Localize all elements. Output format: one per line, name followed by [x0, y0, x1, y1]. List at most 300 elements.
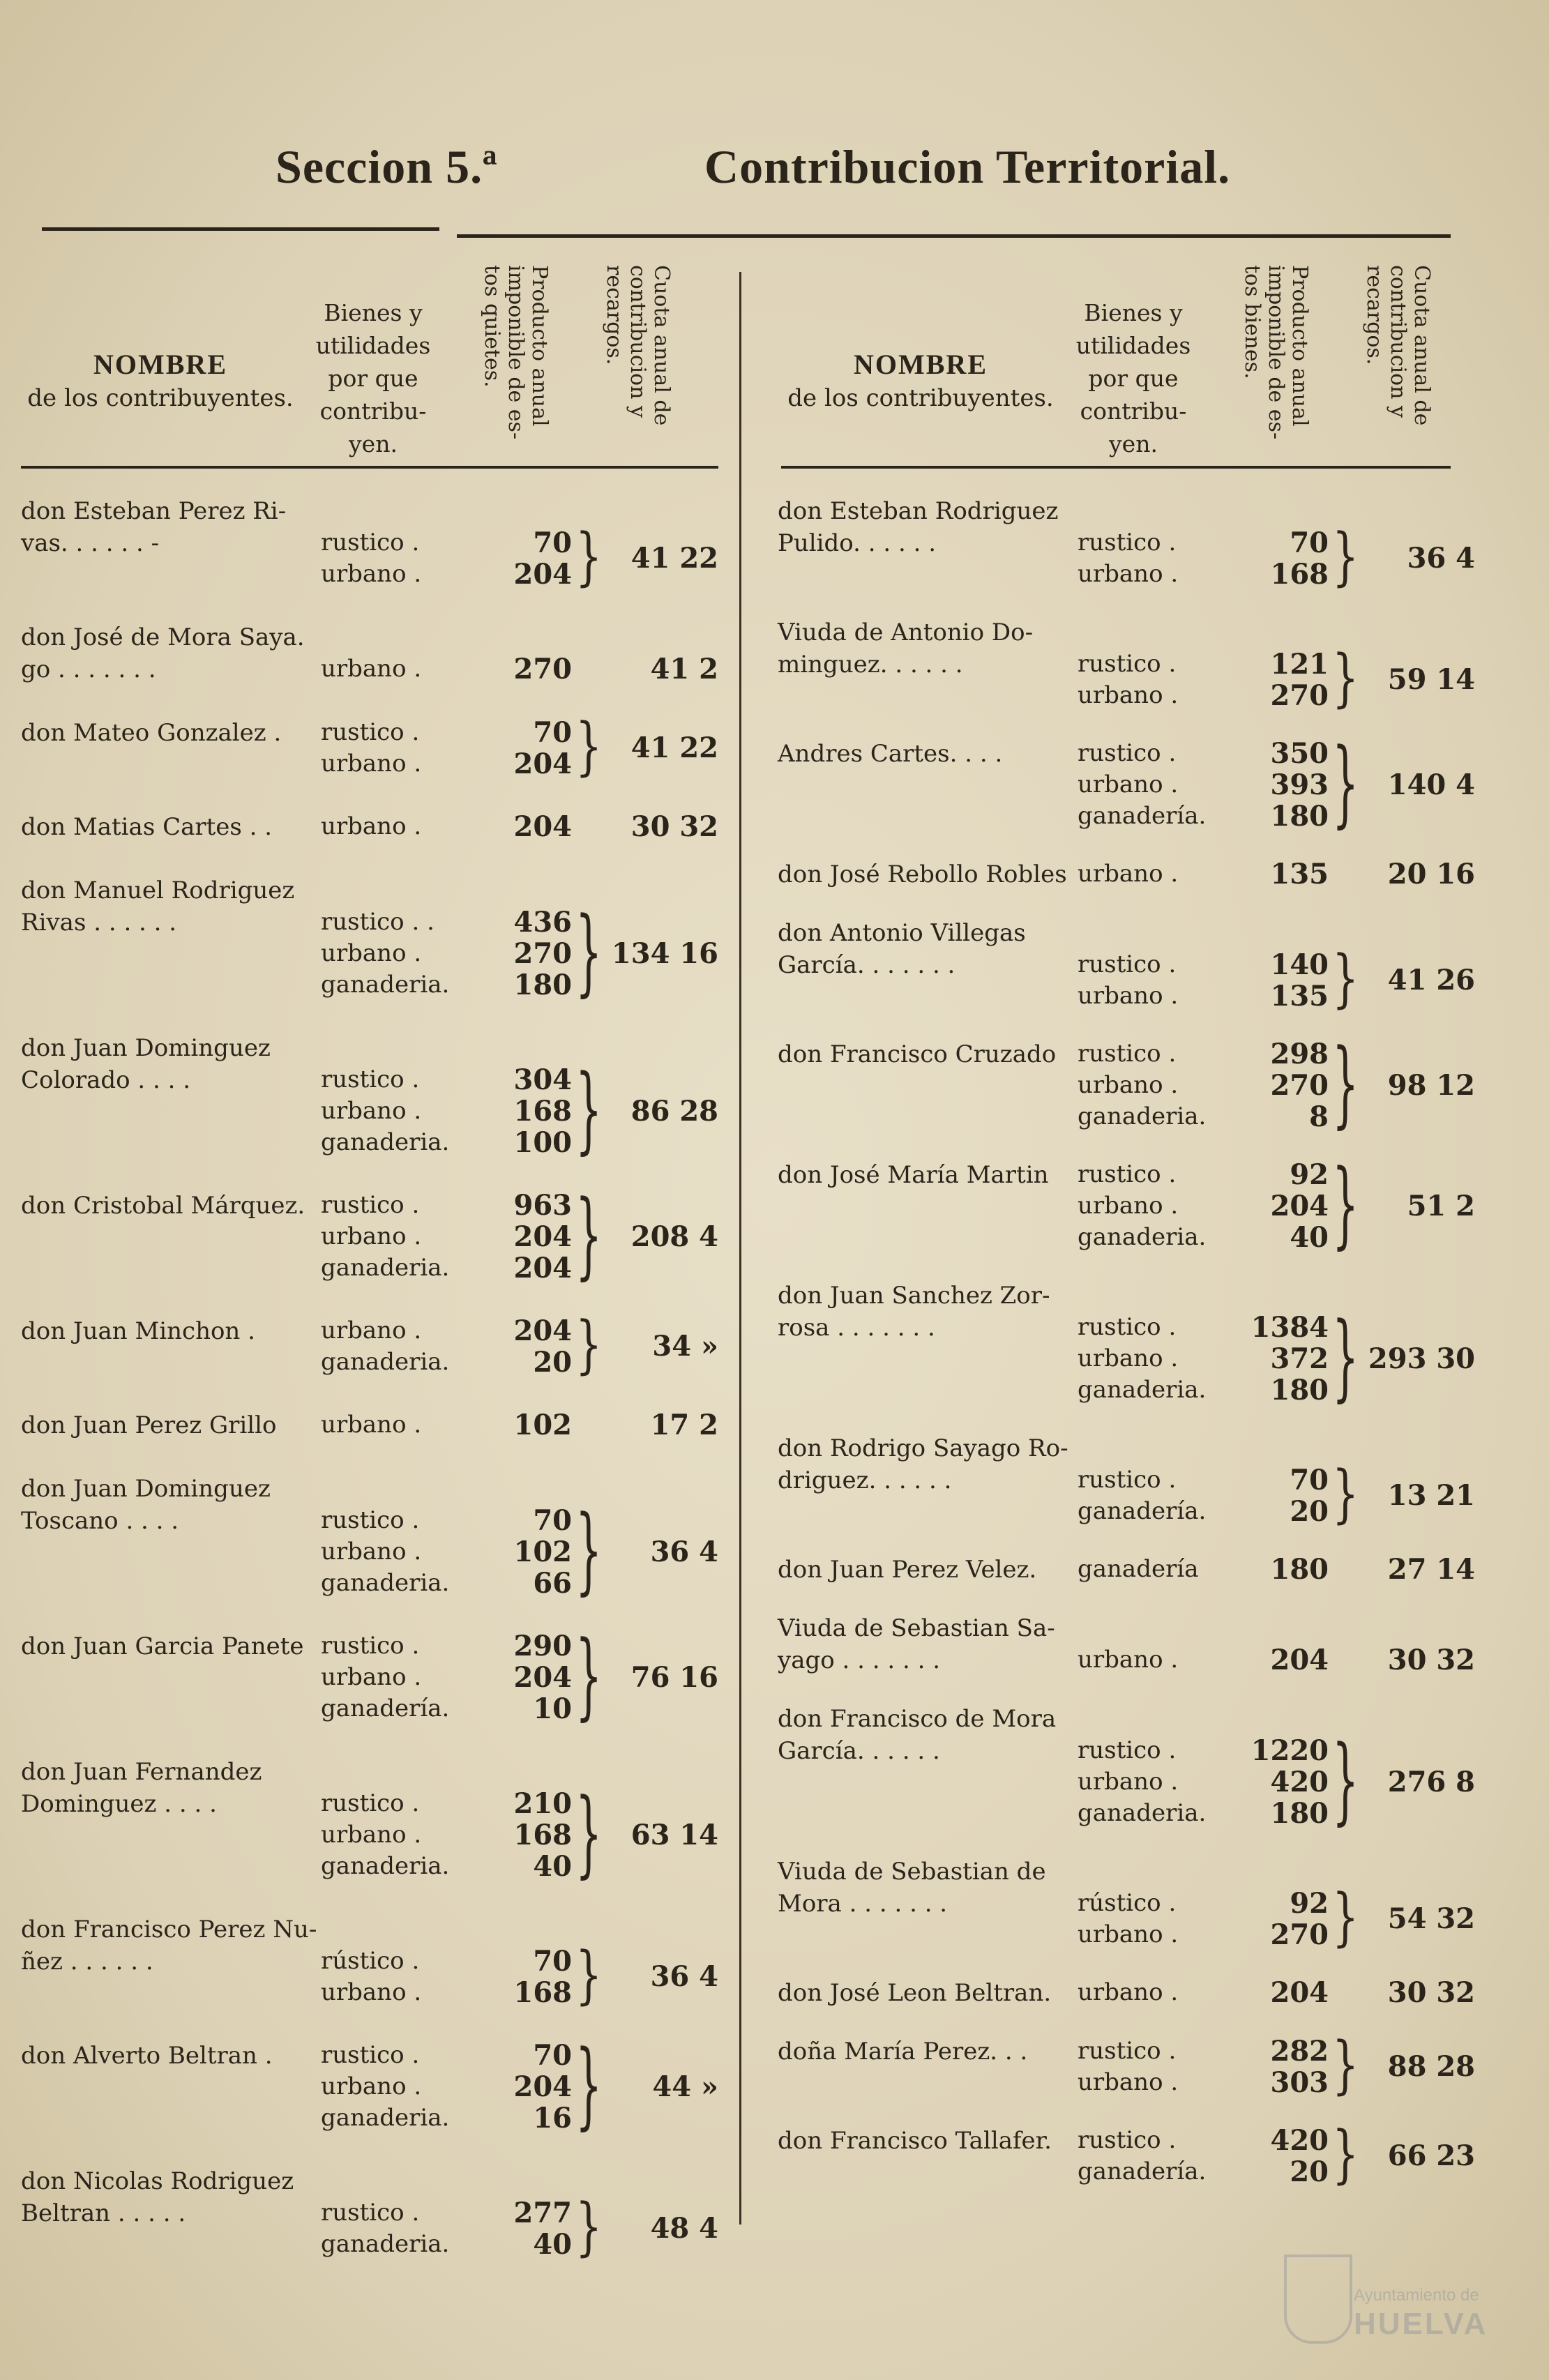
product-value: 8 [1309, 1100, 1329, 1133]
taxpayer-name [21, 1315, 255, 1347]
left-producto-header: Producto anual imponible de es- tos quietes. [480, 265, 552, 440]
brace-mark: } [1332, 728, 1359, 839]
product-values [1224, 949, 1329, 1012]
property-kinds [1078, 1038, 1206, 1132]
taxpayer-entry [778, 1432, 1489, 1531]
product-value: 270 [513, 653, 572, 685]
property-kind: rustico . [321, 1632, 420, 1660]
property-kind: ganaderia. [321, 1569, 450, 1597]
name-line: don Alverto Beltran . [21, 2042, 273, 2070]
watermark-line2: HUELVA [1354, 2307, 1488, 2341]
taxpayer-entry [778, 1149, 1489, 1260]
property-kind: urbano . [1078, 560, 1179, 588]
product-value: 420 [1270, 1766, 1329, 1798]
product-value: 180 [1270, 1553, 1329, 1586]
product-value: 204 [1270, 1976, 1329, 2009]
property-kind: urbano . [321, 750, 422, 778]
name-line: don José María Martin [778, 1161, 1049, 1189]
property-kind: rustico . [1078, 1466, 1177, 1494]
property-kinds [321, 2040, 449, 2134]
product-value: 70 [1290, 1464, 1329, 1496]
product-value: 121 [1270, 648, 1329, 681]
product-value: 282 [1270, 2035, 1329, 2068]
taxpayer-name [778, 917, 1026, 981]
property-kind: rustico . [1078, 739, 1177, 767]
product-values [467, 527, 572, 590]
property-kinds [1078, 1888, 1178, 1950]
taxpayer-name [21, 1032, 271, 1096]
brace-mark: } [575, 1180, 603, 1291]
annual-quota: 44 » [652, 2070, 718, 2103]
name-line: don Juan Minchon . [21, 1317, 255, 1345]
taxpayer-entry [21, 495, 732, 594]
annual-quota: 276 8 [1387, 1765, 1475, 1798]
taxpayer-entry [778, 2029, 1489, 2102]
property-kind: rustico . [321, 1191, 420, 1219]
product-value: 135 [1270, 858, 1329, 890]
archive-watermark [1270, 2254, 1500, 2359]
right-nombre-header: NOMBRE de los contribuyentes. [787, 349, 1054, 412]
taxpayer-entry [778, 1612, 1489, 1676]
property-kind: urbano . [321, 1317, 422, 1344]
property-kind: rústico . [321, 1947, 420, 1975]
taxpayer-entry [778, 495, 1489, 594]
property-kind: rustico . [321, 2199, 420, 2227]
property-kind: ganaderia. [321, 1852, 450, 1880]
brace-mark: } [1332, 1029, 1359, 1139]
product-values [467, 1190, 572, 1284]
product-value: 372 [1270, 1342, 1329, 1375]
name-line: don Manuel Rodriguez [21, 877, 295, 904]
taxpayer-entry [778, 728, 1489, 839]
brace-mark: } [575, 897, 603, 1008]
taxpayer-entry [21, 811, 732, 843]
property-kind: rustico . [321, 1066, 420, 1093]
property-kind: urbano . [1078, 982, 1179, 1010]
page-title: Contribucion Territorial. [704, 140, 1231, 193]
annual-quota: 41 22 [630, 732, 718, 764]
taxpayer-name [778, 738, 1002, 770]
taxpayer-name [21, 621, 305, 685]
property-kinds [321, 1505, 449, 1599]
property-kind: ganaderia. [1078, 1799, 1207, 1827]
taxpayer-name [778, 1554, 1036, 1586]
name-line: don Francisco Tallafer. [778, 2127, 1052, 2155]
property-kind: urbano . [1078, 1344, 1179, 1372]
left-cuota-header: Cuota anual de contribucion y recargos. [602, 265, 674, 426]
annual-quota: 86 28 [630, 1094, 718, 1128]
property-kinds [321, 1788, 449, 1882]
property-kind: rustico . [1078, 1040, 1177, 1068]
property-kind: rustico . [1078, 1160, 1177, 1188]
product-value: 102 [513, 1409, 572, 1441]
property-kinds [321, 1946, 421, 2008]
property-kind: urbano . [321, 812, 422, 840]
property-kind: rustico . [321, 1506, 420, 1534]
property-kinds [1078, 1464, 1206, 1527]
taxpayer-name [21, 1630, 304, 1662]
left-header-underline [21, 466, 718, 469]
name-line: don José Leon Beltran. [778, 1979, 1052, 2007]
product-values [467, 907, 572, 1001]
product-value: 168 [513, 1819, 572, 1851]
property-kinds [1078, 649, 1178, 711]
product-value: 180 [513, 969, 572, 1001]
property-kind: ganaderia. [1078, 1102, 1207, 1130]
name-line: vas. . . . . . - [21, 529, 160, 557]
annual-quota: 98 12 [1387, 1068, 1475, 1102]
annual-quota: 36 4 [650, 1960, 718, 1993]
property-kinds [1078, 1312, 1206, 1406]
product-value: 204 [513, 558, 572, 591]
property-kinds [321, 907, 449, 1001]
product-value: 204 [1270, 1190, 1329, 1222]
property-kind: urbano . [321, 1538, 422, 1566]
product-value: 270 [1270, 1918, 1329, 1951]
taxpayer-name [778, 1612, 1055, 1676]
product-value: 102 [513, 1536, 572, 1568]
taxpayer-name [778, 1038, 1056, 1070]
property-kind: ganaderia. [321, 1348, 450, 1376]
property-kinds [1078, 1735, 1206, 1829]
name-line: don Mateo Gonzalez . [21, 719, 282, 747]
brace-mark: } [1332, 1457, 1359, 1531]
taxpayer-name [778, 495, 1058, 559]
property-kind: ganadería. [1078, 802, 1207, 830]
product-value: 204 [1270, 1644, 1329, 1676]
product-value: 20 [1290, 2155, 1329, 2188]
taxpayer-entry [21, 1409, 732, 1441]
name-line: yago . . . . . . . [778, 1646, 941, 1674]
annual-quota: 76 16 [630, 1660, 718, 1694]
taxpayer-entry [21, 2030, 732, 2141]
property-kind: rustico . [321, 2041, 420, 2069]
property-kind: rustico . [1078, 1736, 1177, 1764]
product-value: 963 [513, 1189, 572, 1222]
product-value: 436 [513, 906, 572, 939]
product-values [1224, 1038, 1329, 1132]
brace-mark: } [575, 1621, 603, 1731]
taxpayer-name [21, 2165, 294, 2229]
property-kind: ganaderia. [321, 2230, 450, 2258]
product-values [467, 1946, 572, 2008]
product-value: 92 [1290, 1158, 1329, 1191]
right-bienes-header: Bienes y utilidades por que contribu- yen. [1075, 299, 1191, 457]
product-values [1224, 858, 1329, 890]
taxpayer-entry [778, 616, 1489, 715]
name-line: Pulido. . . . . . [778, 529, 937, 557]
column-divider [739, 272, 741, 2224]
brace-mark: } [575, 2190, 603, 2264]
product-values [467, 1409, 572, 1441]
name-line: don Juan Perez Velez. [778, 1556, 1037, 1584]
brace-mark: } [1332, 520, 1359, 594]
product-values [1224, 1159, 1329, 1253]
property-kind: rustico . . [321, 908, 435, 936]
taxpayer-entry [21, 1180, 732, 1291]
name-line: don Francisco Perez Nu- [21, 1916, 317, 1943]
product-values [467, 811, 572, 842]
name-line: Viuda de Sebastian de [778, 1858, 1046, 1886]
property-kind: urbano . [1078, 1192, 1179, 1220]
product-value: 168 [513, 1095, 572, 1128]
annual-quota: 54 32 [1387, 1902, 1475, 1935]
product-value: 204 [513, 748, 572, 780]
taxpayer-name [21, 495, 286, 559]
annual-quota: 293 30 [1368, 1342, 1475, 1375]
name-line: Andres Cartes. . . . [778, 740, 1003, 768]
brace-mark: } [575, 1308, 603, 1382]
name-line: ñez . . . . . . [21, 1948, 153, 1976]
product-value: 140 [1270, 948, 1329, 981]
name-line: don Juan Dominguez [21, 1034, 271, 1062]
product-value: 16 [533, 2102, 572, 2135]
property-kind: urbano . [321, 1097, 422, 1125]
product-values [1224, 1888, 1329, 1950]
brace-mark: } [575, 520, 603, 594]
header-rule-right [457, 234, 1451, 238]
taxpayer-name [778, 1432, 1068, 1496]
property-kind: rustico . [321, 718, 420, 746]
property-kind: urbano . [321, 655, 422, 683]
property-kind: urbano . [321, 1821, 422, 1849]
property-kinds [321, 1315, 449, 1378]
taxpayer-name [21, 1190, 305, 1222]
brace-mark: } [1332, 1149, 1359, 1260]
product-value: 270 [1270, 679, 1329, 712]
section-label: Seccion 5.ª [275, 140, 498, 193]
taxpayer-entry [778, 858, 1489, 890]
product-value: 100 [513, 1126, 572, 1159]
name-line: Rivas . . . . . . [21, 909, 177, 937]
property-kinds [1078, 858, 1178, 890]
annual-quota: 17 2 [650, 1408, 718, 1441]
name-line: don Francisco de Mora [778, 1705, 1057, 1733]
property-kind: ganadería. [1078, 1497, 1207, 1525]
left-nombre-header: NOMBRE de los contribuyentes. [27, 349, 294, 412]
product-value: 180 [1270, 1797, 1329, 1830]
name-line: don Juan Dominguez [21, 1475, 271, 1503]
property-kind: rustico . [1078, 950, 1177, 978]
product-value: 204 [513, 1661, 572, 1694]
annual-quota: 13 21 [1387, 1479, 1475, 1512]
property-kind: urbano . [321, 1663, 422, 1691]
product-values [1224, 1644, 1329, 1676]
taxpayer-name [778, 858, 1067, 890]
product-values [1224, 1312, 1329, 1406]
brace-mark: } [1332, 2029, 1359, 2102]
property-kinds [1078, 1977, 1178, 2008]
taxpayer-entry [778, 2118, 1489, 2192]
property-kind: rustico . [1078, 1313, 1177, 1341]
property-kinds [1078, 527, 1178, 590]
taxpayer-name [778, 1856, 1046, 1920]
annual-quota: 30 32 [1387, 1643, 1475, 1676]
product-values [467, 1788, 572, 1882]
coat-of-arms-icon [1284, 2254, 1352, 2344]
taxpayer-name [21, 1756, 262, 1820]
product-value: 1220 [1250, 1734, 1329, 1767]
product-value: 393 [1270, 768, 1329, 801]
property-kind: urbano . [321, 560, 422, 588]
name-line: don Rodrigo Sayago Ro- [778, 1434, 1068, 1462]
property-kind: urbano . [1078, 771, 1179, 798]
product-value: 70 [533, 1504, 572, 1537]
right-producto-header: Producto anual imponible de es- tos bienes. [1240, 265, 1312, 440]
property-kind: urbano . [1078, 1646, 1179, 1674]
annual-quota: 20 16 [1387, 857, 1475, 890]
property-kind: ganaderia. [1078, 1376, 1207, 1404]
annual-quota: 63 14 [630, 1818, 718, 1851]
product-values [467, 1505, 572, 1599]
taxpayer-name [778, 2036, 1027, 2068]
taxpayer-entry [778, 1977, 1489, 2009]
name-line: Colorado . . . . [21, 1066, 191, 1094]
product-values [467, 1630, 572, 1725]
property-kind: rustico . [321, 529, 420, 556]
taxpayer-entry [21, 1621, 732, 1731]
product-value: 66 [533, 1567, 572, 1600]
name-line: rosa . . . . . . . [778, 1314, 935, 1342]
name-line: Toscano . . . . [21, 1507, 179, 1535]
property-kinds [1078, 1644, 1178, 1676]
name-line: Mora . . . . . . . [778, 1890, 948, 1918]
name-line: doña María Perez. . . [778, 2038, 1028, 2066]
name-line: driguez. . . . . . [778, 1466, 952, 1494]
property-kinds [1078, 949, 1178, 1012]
name-line: García. . . . . . . [778, 951, 955, 979]
property-kind: rústico . [1078, 1889, 1177, 1917]
name-line: Beltran . . . . . [21, 2199, 186, 2227]
annual-quota: 208 4 [630, 1220, 718, 1253]
product-values [1224, 1554, 1329, 1585]
property-kinds [321, 811, 421, 842]
product-value: 135 [1270, 980, 1329, 1013]
property-kinds [321, 717, 421, 780]
property-kinds [321, 2197, 449, 2260]
taxpayer-name [778, 1280, 1050, 1344]
annual-quota: 41 22 [630, 542, 718, 575]
taxpayer-entry [21, 1473, 732, 1606]
property-kind: urbano . [1078, 1920, 1179, 1948]
property-kind: urbano . [1078, 2068, 1179, 2096]
taxpayer-entry [21, 1308, 732, 1382]
property-kind: urbano . [1078, 860, 1179, 888]
product-value: 290 [513, 1630, 572, 1662]
left-bienes-header: Bienes y utilidades por que contribu- yen. [315, 299, 431, 457]
brace-mark: } [1332, 2118, 1359, 2192]
left-column-headers [14, 265, 732, 467]
product-value: 204 [513, 1220, 572, 1253]
product-value: 70 [533, 526, 572, 559]
page-header [0, 132, 1549, 209]
brace-mark: } [1332, 1302, 1359, 1413]
product-values [467, 2197, 572, 2260]
property-kind: ganadería. [1078, 2158, 1207, 2185]
taxpayer-name [21, 2040, 273, 2072]
taxpayer-entry [21, 1032, 732, 1165]
name-line: García. . . . . . [778, 1737, 940, 1765]
property-kind: urbano . [321, 1222, 422, 1250]
property-kind: ganadería. [321, 1695, 450, 1722]
property-kinds [321, 527, 421, 590]
property-kinds [321, 1064, 449, 1158]
name-line: Dominguez . . . . [21, 1790, 217, 1818]
annual-quota: 88 28 [1387, 2050, 1475, 2083]
product-values [467, 2040, 572, 2134]
annual-quota: 27 14 [1387, 1552, 1475, 1586]
annual-quota: 36 4 [650, 1535, 718, 1568]
product-values [1224, 527, 1329, 590]
annual-quota: 66 23 [1387, 2139, 1475, 2172]
property-kind: urbano . [1078, 1978, 1179, 2006]
product-values [1224, 1735, 1329, 1829]
product-values [1224, 2036, 1329, 2098]
product-value: 10 [533, 1692, 572, 1725]
property-kind: urbano . [321, 939, 422, 967]
name-line: don Esteban Rodriguez [778, 497, 1059, 525]
product-value: 92 [1290, 1887, 1329, 1920]
brace-mark: } [575, 1054, 603, 1165]
taxpayer-name [21, 717, 281, 749]
annual-quota: 134 16 [611, 937, 718, 970]
product-value: 40 [1290, 1221, 1329, 1254]
property-kind: rustico . [1078, 529, 1177, 556]
product-value: 204 [513, 1314, 572, 1347]
taxpayer-name [778, 1977, 1051, 2009]
product-value: 168 [1270, 558, 1329, 591]
name-line: don José de Mora Saya. [21, 623, 305, 651]
product-values [467, 717, 572, 780]
taxpayer-entry [21, 621, 732, 685]
property-kind: urbano . [1078, 681, 1179, 709]
brace-mark: } [575, 1495, 603, 1606]
property-kind: urbano . [321, 2072, 422, 2100]
taxpayer-entry [21, 710, 732, 784]
product-value: 70 [533, 2039, 572, 2072]
annual-quota: 36 4 [1407, 542, 1475, 575]
taxpayer-name [21, 874, 294, 939]
taxpayer-name [778, 616, 1033, 681]
product-values [1224, 1977, 1329, 2008]
right-header-underline [781, 466, 1451, 469]
property-kinds [1078, 1554, 1199, 1585]
property-kind: rustico . [1078, 2037, 1177, 2065]
name-line: go . . . . . . . [21, 655, 156, 683]
property-kind: ganaderia. [321, 2104, 450, 2132]
property-kind: ganadería [1078, 1555, 1199, 1583]
taxpayer-name [21, 1473, 271, 1537]
product-value: 70 [1290, 526, 1329, 559]
annual-quota: 41 2 [650, 652, 718, 685]
taxpayer-name [778, 1159, 1048, 1191]
property-kinds [321, 1409, 421, 1441]
product-value: 350 [1270, 737, 1329, 770]
property-kind: ganaderia. [321, 1128, 450, 1156]
product-value: 40 [533, 1850, 572, 1883]
product-value: 210 [513, 1787, 572, 1820]
product-value: 420 [1270, 2124, 1329, 2157]
taxpayer-entry [21, 1756, 732, 1889]
property-kinds [321, 1630, 449, 1725]
taxpayer-name [21, 1913, 317, 1978]
taxpayer-name [21, 811, 272, 843]
brace-mark: } [575, 710, 603, 784]
name-line: Viuda de Sebastian Sa- [778, 1614, 1055, 1642]
product-value: 204 [513, 1252, 572, 1284]
taxpayer-entry [21, 874, 732, 1008]
product-value: 303 [1270, 2066, 1329, 2099]
